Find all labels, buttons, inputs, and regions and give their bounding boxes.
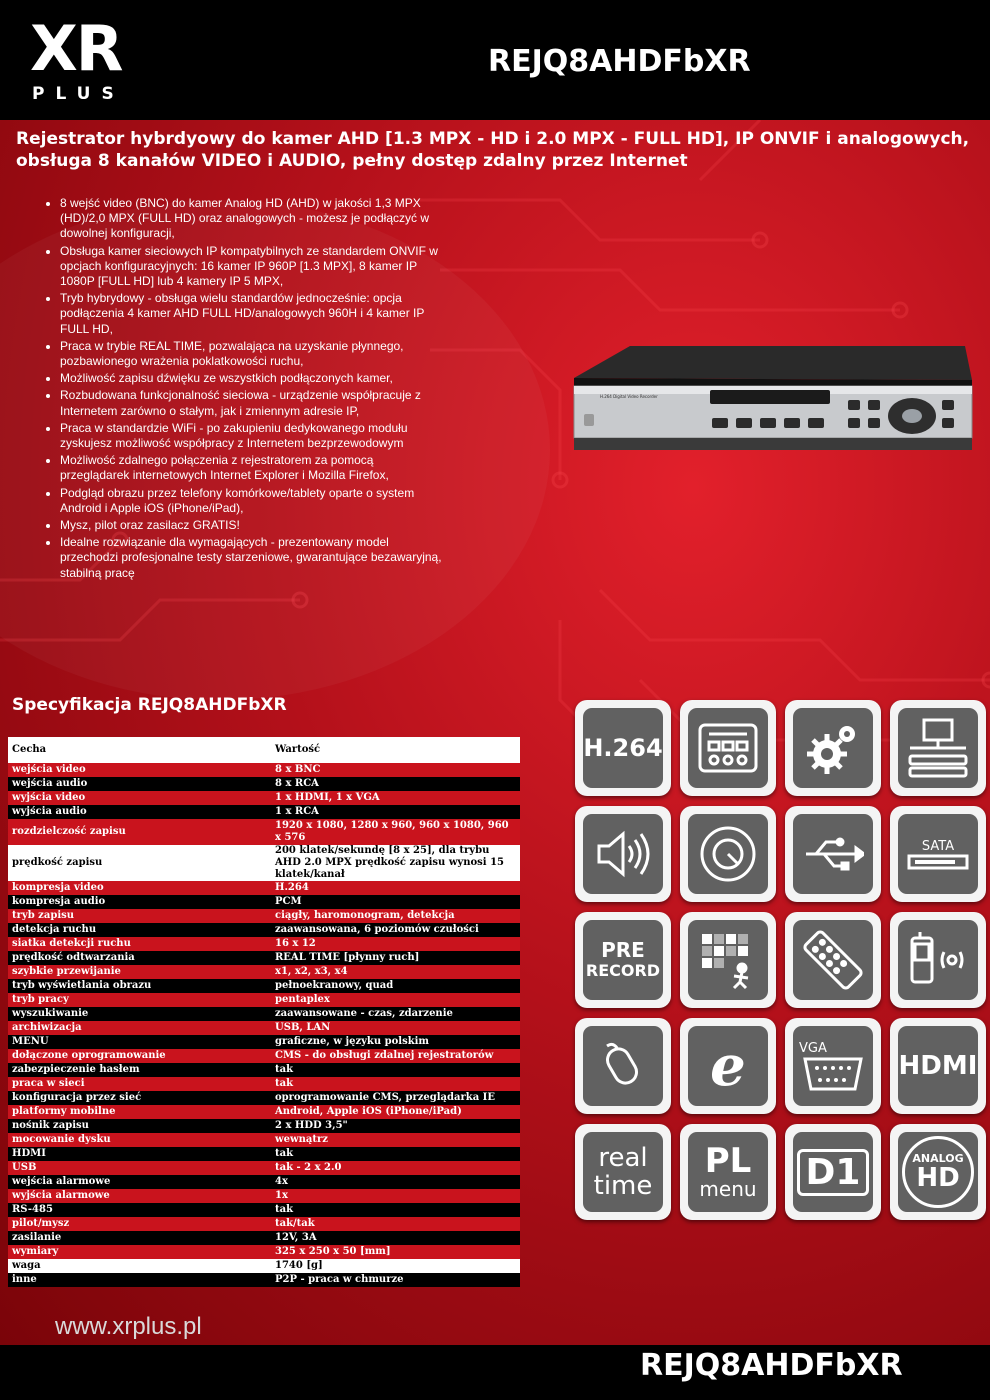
spec-feature: tryb zapisu [8, 909, 271, 923]
spec-feature: rozdzielczość zapisu [8, 819, 271, 845]
spec-feature: szybkie przewijanie [8, 965, 271, 979]
spec-feature: HDMI [8, 1147, 271, 1161]
table-row [8, 993, 520, 1007]
pre-record-icon: PRE [601, 938, 645, 962]
table-row [8, 923, 520, 937]
spec-value: 1740 [g] [271, 1259, 520, 1273]
mouse-tile [575, 1018, 671, 1114]
spec-feature: tryb wyświetlania obrazu [8, 979, 271, 993]
spec-value: pentaplex [271, 993, 520, 1007]
spec-value: tak [271, 1063, 520, 1077]
menu-label: menu [699, 1177, 757, 1201]
table-row [8, 1063, 520, 1077]
pl-flag-icon: PL [704, 1141, 752, 1181]
table-row [8, 909, 520, 923]
table-row [8, 1105, 520, 1119]
model-title-top: REJQ8AHDFbXR [488, 44, 751, 79]
settings-tile [785, 700, 881, 796]
table-row [8, 1147, 520, 1161]
spec-header-value: Wartość [271, 737, 520, 763]
spec-feature: archiwizacja [8, 1021, 271, 1035]
feature-item: • Praca w trybie REAL TIME, pozwalająca na uzyskanie płynnego, pozbawionego wrażenia poklatkowości ruchu, [60, 339, 445, 369]
spec-value: CMS - do obsługi zdalnej rejestratorów [271, 1049, 520, 1063]
spec-feature: kompresja video [8, 881, 271, 895]
spec-value: 325 x 250 x 50 [mm] [271, 1245, 520, 1259]
spec-value: tak - 2 x 2.0 [271, 1161, 520, 1175]
spec-feature: detekcja ruchu [8, 923, 271, 937]
feature-item: • Możliwość zdalnego połączenia z rejestratorem za pomocą przeglądarek internetowych Internet Explorer i Mozilla Firefox, [60, 453, 445, 483]
spec-feature: tryb pracy [8, 993, 271, 1007]
spec-feature: pilot/mysz [8, 1217, 271, 1231]
spec-feature: wyjścia audio [8, 805, 271, 819]
sata-label: SATA [921, 838, 955, 854]
spec-value: tak/tak [271, 1217, 520, 1231]
spec-value: ciągły, haromonogram, detekcja [271, 909, 520, 923]
spec-feature: MENU [8, 1035, 271, 1049]
spec-value: pełnoekranowy, quad [271, 979, 520, 993]
realtime-tile [575, 1124, 671, 1220]
spec-value: 12V, 3A [271, 1231, 520, 1245]
feature-item: • Tryb hybrydowy - obsługa wielu standardów jednocześnie: opcja podłączenia 4 kamer AHD FULL HD/analogowych 960H i 4 kamer IP FULL HD, [60, 291, 445, 337]
hdd-icon [907, 854, 969, 870]
table-row [8, 777, 520, 791]
spec-title: Specyfikacja REJQ8AHDFbXR [12, 695, 287, 715]
table-row [8, 979, 520, 993]
spec-value: oprogramowanie CMS, przeglądarka IE [271, 1091, 520, 1105]
product-headline: Rejestrator hybrdyowy do kamer AHD [1.3 MPX - HD i 2.0 MPX - FULL HD], IP ONVIF i analogowych, obsługa 8 kanałów VIDEO i AUDIO, pełny dostęp zdalny przez Internet [16, 129, 970, 171]
spec-value: REAL TIME [płynny ruch] [271, 951, 520, 965]
table-row [8, 791, 520, 805]
polish-menu-tile [680, 1124, 776, 1220]
spec-value: zaawansowana, 6 poziomów czułości [271, 923, 520, 937]
table-row [8, 965, 520, 979]
spec-header-feature: Cecha [8, 737, 271, 763]
vga-label: VGA [799, 1040, 827, 1056]
spec-feature: praca w sieci [8, 1077, 271, 1091]
feature-item: • Podgląd obrazu przez telefony komórkowe/tablety oparte o system Android i Apple iOS (iPhone/iPad), [60, 486, 445, 516]
spec-value: 4x [271, 1175, 520, 1189]
spec-feature: prędkość odtwarzania [8, 951, 271, 965]
spec-table [8, 737, 520, 1287]
table-row [8, 1119, 520, 1133]
remote-control-icon [801, 928, 865, 992]
spec-feature: USB [8, 1161, 271, 1175]
realtime-icon: real [598, 1143, 648, 1173]
pre-record-tile [575, 912, 671, 1008]
pre-record-label: RECORD [585, 961, 661, 980]
mobile-tile [890, 912, 986, 1008]
usb-icon [802, 834, 864, 874]
analog-hd-badge [902, 1136, 974, 1208]
table-row [8, 937, 520, 951]
model-title-bottom: REJQ8AHDFbXR [640, 1348, 903, 1383]
table-row [8, 1035, 520, 1049]
spec-value: USB, LAN [271, 1021, 520, 1035]
table-row [8, 1231, 520, 1245]
spec-value: 200 klatek/sekundę [8 x 25], dla trybu AHD 2.0 MPX prędkość zapisu wynosi 15 klatek/kanał [271, 845, 520, 881]
analog-hd-icon: ANALOG [912, 1152, 964, 1165]
hdmi-tile [890, 1018, 986, 1114]
spec-value: 8 x RCA [271, 777, 520, 791]
table-row [8, 1273, 520, 1287]
spec-feature: RS-485 [8, 1203, 271, 1217]
spec-value: tak [271, 1077, 520, 1091]
spec-feature: dołączone oprogramowanie [8, 1049, 271, 1063]
table-row [8, 1175, 520, 1189]
jog-dial-icon [698, 824, 758, 884]
spec-value: zaawansowane - czas, zdarzenie [271, 1007, 520, 1021]
dvr-product-image [570, 340, 975, 470]
gear-icon [803, 718, 863, 778]
realtime-label: time [593, 1171, 653, 1201]
usb-tile [785, 806, 881, 902]
feature-list [40, 196, 445, 583]
motion-grid-icon [696, 928, 760, 992]
spec-value: tak [271, 1203, 520, 1217]
table-row [8, 1021, 520, 1035]
spec-value: 1 x HDMI, 1 x VGA [271, 791, 520, 805]
spec-feature: prędkość zapisu [8, 845, 271, 881]
spec-value: P2P - praca w chmurze [271, 1273, 520, 1287]
spec-value: H.264 [271, 881, 520, 895]
dvr-tile [680, 700, 776, 796]
table-row [8, 1049, 520, 1063]
spec-feature: platformy mobilne [8, 1105, 271, 1119]
vga-connector-icon [802, 1056, 864, 1092]
table-row [8, 1007, 520, 1021]
spec-value: wewnątrz [271, 1133, 520, 1147]
internet-explorer-icon: e [710, 1033, 746, 1099]
feature-item: • Idealne rozwiązanie dla wymagających - prezentowany model przechodzi profesjonalne testy starzeniowe, gwarantujące bezawaryjną, stabilną pracę [60, 535, 445, 581]
audio-tile [575, 806, 671, 902]
spec-feature: waga [8, 1259, 271, 1273]
table-row [8, 1203, 520, 1217]
table-row [8, 1077, 520, 1091]
spec-feature: wejścia audio [8, 777, 271, 791]
remote-tile [785, 912, 881, 1008]
logo-sub-text: PLUS [32, 84, 125, 104]
feature-item: • Praca w standardzie WiFi - po zakupieniu dedykowanego modułu zyskujesz możliwość współpracy z Internetem bezprzewodowym [60, 421, 445, 451]
spec-value: graficzne, w języku polskim [271, 1035, 520, 1049]
spec-value: x1, x2, x3, x4 [271, 965, 520, 979]
spec-feature: wymiary [8, 1245, 271, 1259]
network-tile [890, 700, 986, 796]
spec-feature: zabezpieczenie hasłem [8, 1063, 271, 1077]
analog-hd-tile [890, 1124, 986, 1220]
spec-header-row [8, 737, 520, 763]
feature-item: • 8 wejść video (BNC) do kamer Analog HD (AHD) w jakości 1,3 MPX (HD)/2,0 MPX (FULL HD) oraz analogowych - możesz je podłączyć w dowolnej konfiguracji, [60, 196, 445, 242]
spec-feature: siatka detekcji ruchu [8, 937, 271, 951]
logo-main-text: XR [30, 12, 122, 85]
playback-tile [680, 806, 776, 902]
table-row [8, 1259, 520, 1273]
spec-value: PCM [271, 895, 520, 909]
xr-plus-logo [30, 12, 170, 108]
spec-feature: mocowanie dysku [8, 1133, 271, 1147]
spec-value: 8 x BNC [271, 763, 520, 777]
feature-item: • Mysz, pilot oraz zasilacz GRATIS! [60, 518, 445, 533]
h264-icon: H.264 [583, 734, 663, 762]
page-header [0, 0, 990, 120]
table-row [8, 1245, 520, 1259]
feature-item: • Rozbudowana funkcjonalność sieciowa - urządzenie współpracuje z Internetem zarówno o stałym, jak i zmiennym adresie IP, [60, 388, 445, 418]
feature-icons-grid [575, 700, 985, 1220]
spec-feature: wyjścia alarmowe [8, 1189, 271, 1203]
spec-value: 1x [271, 1189, 520, 1203]
hdmi-icon: HDMI [898, 1051, 978, 1081]
spec-feature: wejścia alarmowe [8, 1175, 271, 1189]
spec-feature: kompresja audio [8, 895, 271, 909]
table-row [8, 881, 520, 895]
speaker-icon [595, 829, 651, 879]
spec-value: Android, Apple iOS (iPhone/iPad) [271, 1105, 520, 1119]
table-row [8, 845, 520, 881]
table-row [8, 763, 520, 777]
website-link[interactable]: www.xrplus.pl [55, 1313, 202, 1340]
table-row [8, 895, 520, 909]
table-row [8, 819, 520, 845]
ie-tile [680, 1018, 776, 1114]
feature-item: • Możliwość zapisu dźwięku ze wszystkich podłączonych kamer, [60, 371, 445, 386]
svg-text:H.264 Digital Video Recorder: H.264 Digital Video Recorder [600, 394, 658, 399]
network-icon [906, 718, 970, 778]
dvr-icon [697, 722, 759, 774]
spec-feature: nośnik zapisu [8, 1119, 271, 1133]
vga-tile [785, 1018, 881, 1114]
spec-value: 2 x HDD 3,5" [271, 1119, 520, 1133]
spec-value: 1 x RCA [271, 805, 520, 819]
table-row [8, 951, 520, 965]
spec-feature: wyjścia video [8, 791, 271, 805]
table-row [8, 1217, 520, 1231]
sata-tile [890, 806, 986, 902]
spec-feature: zasilanie [8, 1231, 271, 1245]
table-row [8, 1161, 520, 1175]
mouse-icon [595, 1038, 651, 1094]
table-row [8, 1189, 520, 1203]
mobile-phone-icon [906, 930, 970, 990]
spec-feature: wyszukiwanie [8, 1007, 271, 1021]
spec-value: 1920 x 1080, 1280 x 960, 960 x 1080, 960 x 576 [271, 819, 520, 845]
spec-value: 16 x 12 [271, 937, 520, 951]
table-row [8, 1091, 520, 1105]
spec-feature: konfiguracja przez sieć [8, 1091, 271, 1105]
motion-detection-tile [680, 912, 776, 1008]
h264-tile [575, 700, 671, 796]
spec-feature: wejścia video [8, 763, 271, 777]
spec-feature: inne [8, 1273, 271, 1287]
feature-item: • Obsługa kamer sieciowych IP kompatybilnych ze standardem ONVIF w opcjach konfiguracyjnych: 16 kamer IP 960P [1.3 MPX], 8 kamer IP 1080P [FULL HD] lub 4 kamery IP 5 MPX, [60, 244, 445, 290]
d1-icon: D1 [797, 1149, 870, 1196]
table-row [8, 1133, 520, 1147]
spec-value: tak [271, 1147, 520, 1161]
hd-label: HD [916, 1163, 960, 1193]
d1-tile [785, 1124, 881, 1220]
table-row [8, 805, 520, 819]
